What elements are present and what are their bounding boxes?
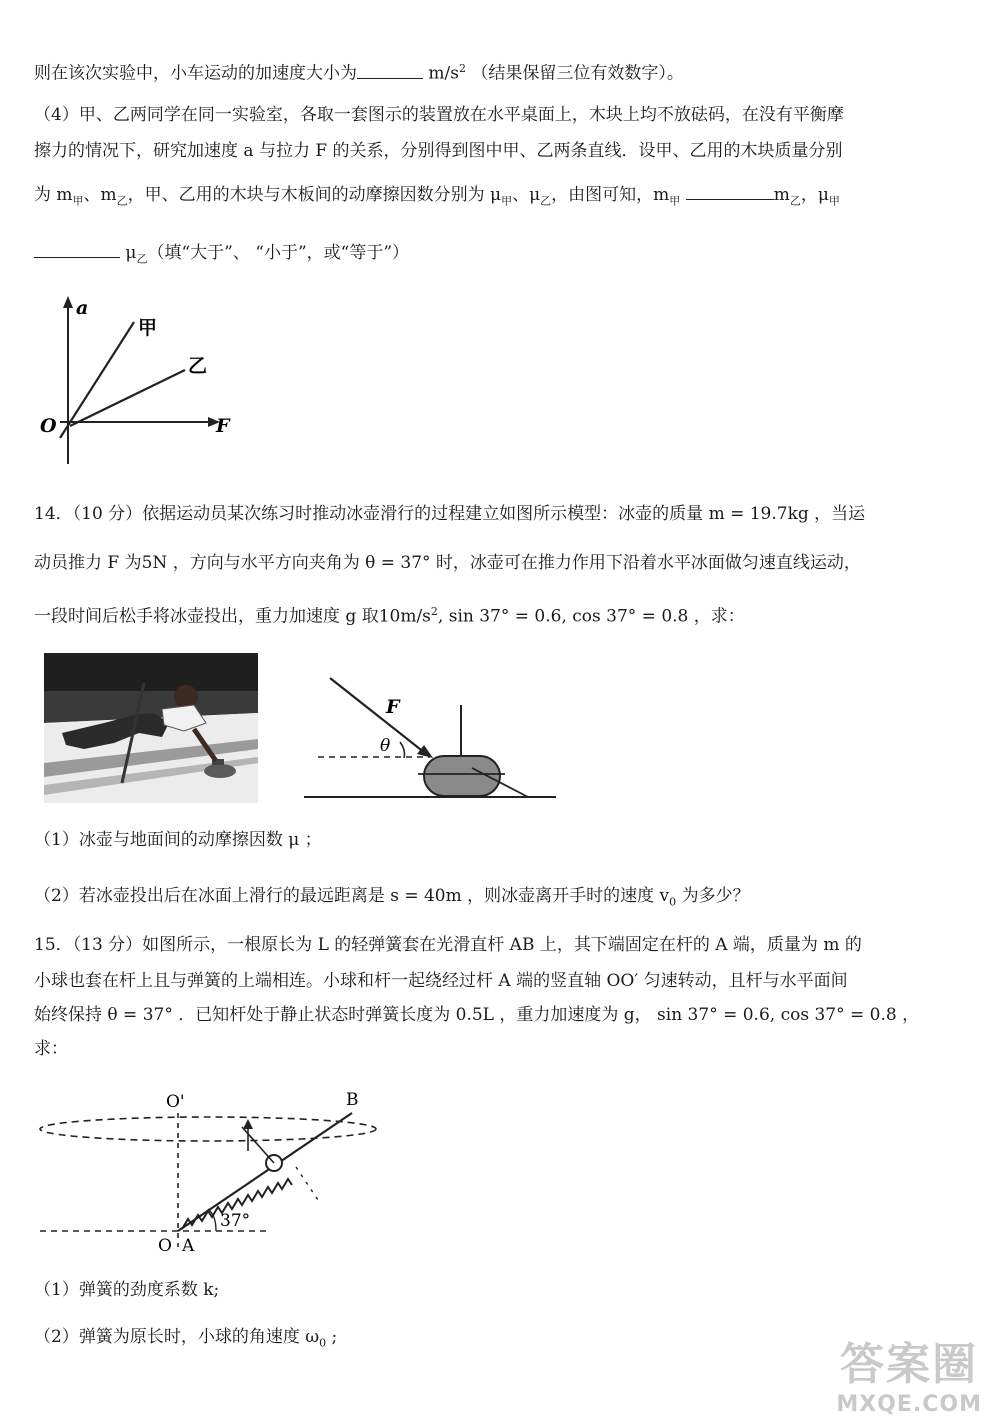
- q13-part4-line-3: 为 $m_甲$、$m_乙$，甲、乙用的木块与木板间的动摩擦因数分别为 $\mu_甲$、$\mu_乙$，由图可知，$m_甲$ $m_乙$，$\mu_甲$: [34, 185, 840, 208]
- origin-label: O: [40, 415, 57, 437]
- force-label: F: [386, 696, 400, 718]
- x-axis-label: F: [216, 415, 230, 437]
- line-yi: [70, 370, 185, 426]
- q15-sub-1: （1）弹簧的劲度系数 k;: [34, 1280, 220, 1300]
- q14-line-1: 14．（10 分）依据运动员某次练习时推动冰壶滑行的过程建立如图所示模型：冰壶的质量 m = 19.7kg ，当运: [34, 504, 866, 524]
- perp-line: [242, 1127, 274, 1163]
- normal-arrowhead: [243, 1119, 253, 1129]
- curling-force-diagram: [300, 650, 560, 805]
- q13-line-1: 则在该次实验中，小车运动的加速度大小为 $m/s^2$ （结果保留三位有效数字）。: [34, 62, 684, 84]
- watermark-main: 答案圈: [840, 1339, 979, 1390]
- q15-line-1: 15．（13 分）如图所示，一根原长为 L 的轻弹簧套在光滑直杆 AB 上，其下端固定在杆的 A 端，质量为 m 的: [34, 935, 862, 955]
- q15-line-2: 小球也套在杆上且与弹簧的上端相连。小球和杆一起绕经过杆 A 端的竖直轴 OO′ 匀速转动，且杆与水平面间: [34, 971, 848, 991]
- q15-line-3: 始终保持 θ = 37° ．已知杆处于静止状态时弹簧长度为 0.5L ，重力加速度为 g， sin 37° = 0.6, cos 37° = 0.8 ，: [34, 1005, 920, 1025]
- label-o: O: [158, 1236, 172, 1256]
- rotating-rod-diagram: [30, 1085, 410, 1260]
- angle-label: θ: [380, 736, 391, 756]
- rotation-ellipse: [40, 1117, 376, 1141]
- y-axis-arrow: [63, 296, 73, 308]
- line-yi-label: 乙: [188, 355, 208, 377]
- y-axis-label: a: [76, 297, 89, 319]
- watermark: [836, 1328, 982, 1417]
- rod-ab: [178, 1113, 352, 1231]
- answer-blank[interactable]: [357, 62, 423, 79]
- angle-arc: [400, 742, 405, 758]
- q14-line-3: 一段时间后松手将冰壶投出，重力加速度 g 取$10m/s^2$, sin 37° = 0.6, cos 37° = 0.8 ，求：: [34, 605, 745, 627]
- curling-photo-drawing: [44, 653, 258, 803]
- q14-sub-1: （1）冰壶与地面间的动摩擦因数 μ ；: [34, 830, 322, 850]
- q13-part4-line-2: 擦力的情况下，研究加速度 a 与拉力 F 的关系，分别得到图中甲、乙两条直线．设甲、乙用的木块质量分别: [34, 141, 843, 161]
- q15-sub-2: （2）弹簧为原长时，小球的角速度 $\omega_0$ ;: [34, 1327, 338, 1350]
- answer-blank-mass[interactable]: [686, 183, 774, 200]
- force-arrowhead: [417, 745, 433, 758]
- q13-part4-line-1: （4）甲、乙两同学在同一实验室，各取一套图示的装置放在水平桌面上，木块上均不放砝码，在没有平衡摩: [34, 105, 844, 125]
- dotted-extension: [296, 1167, 320, 1203]
- label-a: A: [182, 1236, 195, 1256]
- q13-part4-line-4: $\mu_乙$（填“大于”、 “小于”，或“等于”）: [34, 241, 409, 270]
- answer-blank-mu[interactable]: [34, 241, 120, 258]
- line-jia-label: 甲: [138, 317, 158, 339]
- label-o-prime: O': [166, 1092, 185, 1112]
- label-b: B: [346, 1090, 359, 1110]
- q14-sub-2: （2）若冰壶投出后在冰面上滑行的最远距离是 s = 40m ，则冰壶离开手时的速度 $v_0$ 为多少？: [34, 886, 750, 909]
- watermark-url: MXQE.COM: [836, 1392, 982, 1417]
- q14-line-2: 动员推力 F 为5N ，方向与水平方向夹角为 θ = 37° 时，冰壶可在推力作用下沿着水平冰面做匀速直线运动，: [34, 553, 861, 573]
- curling-photo: [44, 653, 258, 803]
- label-angle-37: 37°: [220, 1211, 251, 1231]
- line-jia: [60, 322, 134, 438]
- force-arrow-line: [330, 678, 425, 753]
- q15-line-4: 求：: [34, 1039, 68, 1059]
- a-f-graph: [30, 292, 250, 472]
